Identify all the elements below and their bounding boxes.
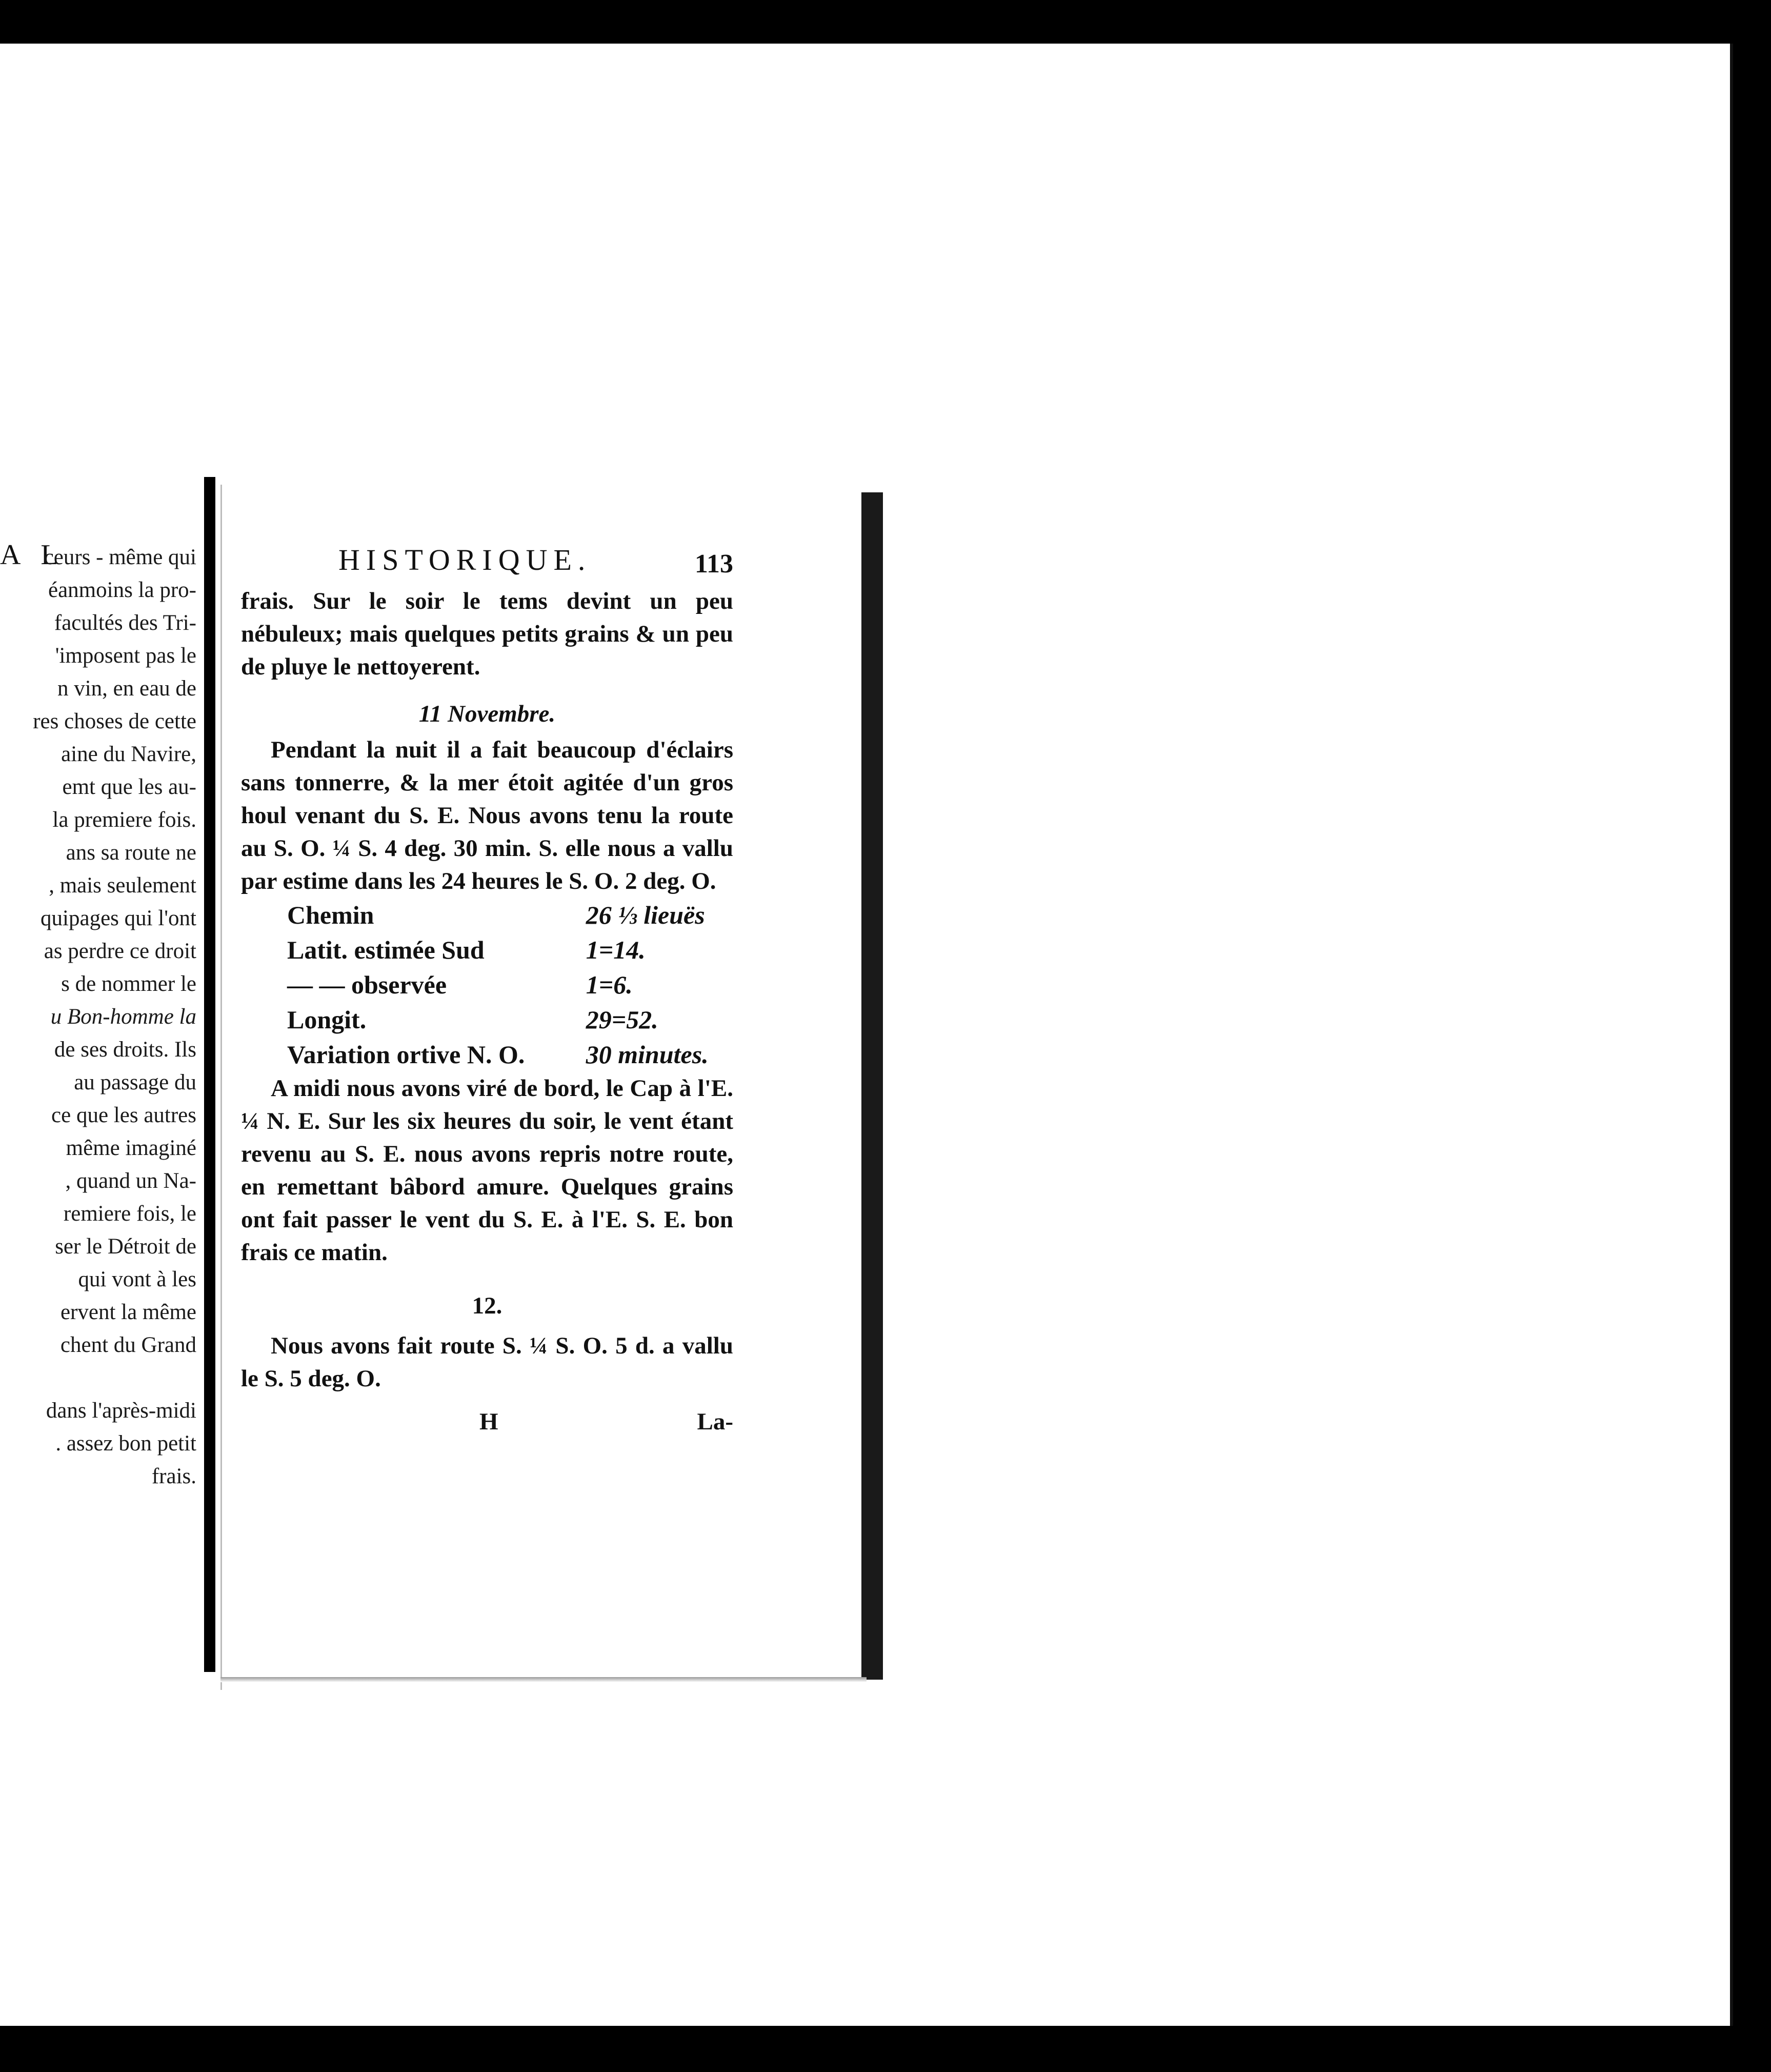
catchword: La-	[697, 1408, 733, 1435]
log-label: Latit. estimée Sud	[287, 935, 485, 964]
log-value: 26 ⅓ lieuës	[586, 901, 705, 929]
scan-edge	[1730, 44, 1733, 2026]
date-heading: 11 Novembre.	[418, 701, 556, 727]
paragraph: A midi nous avons viré de bord, le Cap à l'E. ¼ N. E. Sur les six heures du soir, le vent étant revenu au S. E. nous avons repris notre route, en remettant bâbord amure. Quelques grains ont fait passer le vent du S. E. à l'E. S. E. bon frais ce matin.	[241, 1075, 733, 1266]
book-gutter	[204, 477, 215, 1672]
log-row	[287, 932, 728, 967]
log-row	[287, 967, 728, 1002]
right-page-text	[241, 544, 733, 1441]
left-line: de ses droits. Ils	[54, 1038, 196, 1062]
log-label: Variation ortive N. O.	[287, 1040, 525, 1069]
page-number: 113	[694, 549, 733, 579]
log-row	[287, 1037, 728, 1072]
left-line: ceurs - même qui	[44, 545, 196, 569]
left-line: s de nommer le	[61, 972, 196, 996]
left-line: 'imposent pas le	[55, 644, 196, 668]
left-page	[0, 441, 203, 1816]
left-line: dans l'après-midi	[46, 1399, 196, 1423]
left-line: res choses de cette	[33, 709, 196, 733]
signature-mark: H	[479, 1408, 498, 1435]
log-value: 30 minutes.	[586, 1040, 709, 1069]
left-line: as perdre ce droit	[44, 939, 196, 963]
left-line: la premiere fois.	[52, 808, 196, 832]
left-line: , quand un Na-	[65, 1169, 196, 1193]
left-line: ce que les autres	[51, 1103, 196, 1127]
day-heading: 12.	[472, 1292, 502, 1319]
left-line: ser le Détroit de	[55, 1234, 196, 1259]
left-line: qui vont à les	[78, 1267, 196, 1291]
left-line: emt que les au-	[62, 775, 196, 799]
navigation-log-table	[287, 898, 728, 1072]
left-line: , mais seulement	[49, 873, 196, 898]
log-value: 1=6.	[586, 970, 633, 999]
left-line: au passage du	[74, 1070, 196, 1094]
log-label: — — observée	[287, 970, 447, 999]
running-head	[241, 544, 733, 585]
left-line: remiere fois, le	[63, 1202, 196, 1226]
left-line: chent du Grand	[60, 1333, 196, 1357]
left-line: ervent la même	[60, 1300, 196, 1324]
log-value: 1=14.	[586, 935, 646, 964]
left-line: même imaginé	[66, 1136, 196, 1160]
left-line: . assez bon petit	[55, 1431, 196, 1456]
paragraph: Pendant la nuit il a fait beaucoup d'éclairs sans tonnerre, & la mer étoit agitée d'un gros houl venant du S. E. Nous avons tenu la route au S. O. ¼ S. 4 deg. 30 min. S. elle nous a vallu par estime dans les 24 heures le S. O. 2 deg. O.	[241, 736, 733, 894]
left-line: quipages qui l'ont	[41, 906, 196, 930]
left-line: facultés des Tri-	[54, 611, 196, 635]
log-label: Longit.	[287, 1005, 367, 1034]
left-line: frais.	[151, 1464, 196, 1488]
left-line: n vin, en eau de	[57, 676, 196, 701]
page-edge-shadow	[861, 492, 883, 1680]
left-line: ans sa route ne	[66, 841, 196, 865]
page-footer	[241, 1405, 733, 1441]
left-line: aine du Navire,	[61, 742, 196, 766]
left-running-head: A L	[0, 539, 66, 571]
left-line	[12, 1362, 196, 1394]
log-label: Chemin	[287, 901, 374, 929]
log-value: 29=52.	[586, 1005, 658, 1034]
log-row	[287, 1002, 728, 1037]
paragraph: Nous avons fait route S. ¼ S. O. 5 d. a vallu le S. 5 deg. O.	[241, 1332, 733, 1392]
left-line: éanmoins la pro-	[48, 578, 196, 602]
page-bottom-edge	[220, 1677, 867, 1682]
left-page-text	[12, 541, 196, 1493]
log-row	[287, 898, 728, 932]
opening-paragraph: frais. Sur le soir le tems devint un peu nébuleux; mais quelques petits grains & un peu de pluye le nettoyerent.	[241, 588, 733, 680]
left-line: u Bon-homme la	[50, 1005, 196, 1029]
running-title: HISTORIQUE.	[338, 543, 592, 576]
